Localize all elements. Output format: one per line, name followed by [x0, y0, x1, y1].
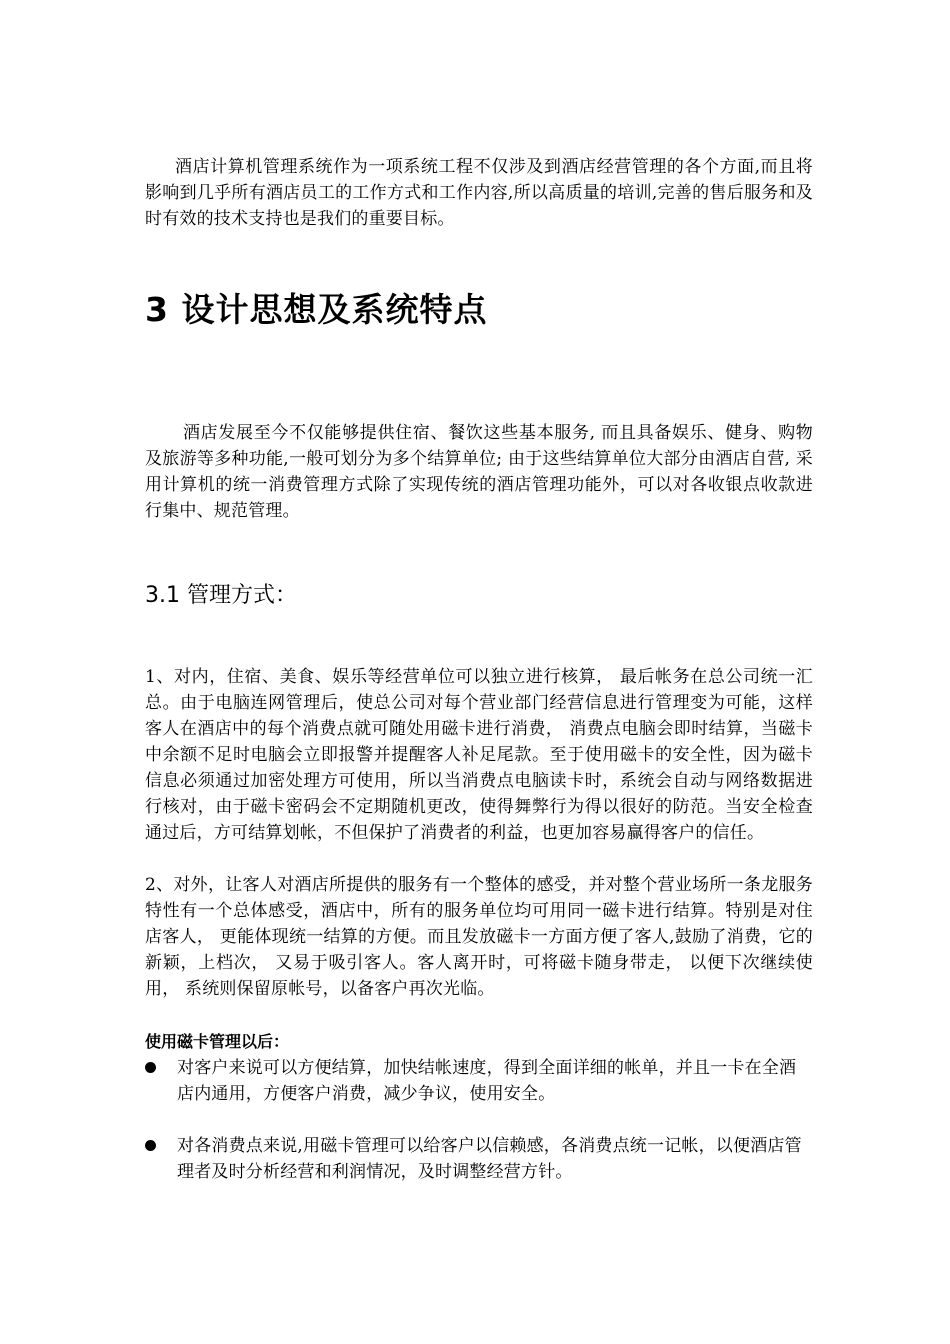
section-heading: 3 设计思想及系统特点 [145, 290, 488, 329]
management-point-2: 2、对外，让客人对酒店所提供的服务有一个整体的感受，并对整个营业场所一条龙服务特性有一个总体感受，酒店中，所有的服务单位均可用同一磁卡进行结算。特别是对住店客人， 更能体现统一结算的方便。而且发放磁卡一方面方便了客人,鼓励了消费，它的新颖，上档次， 又易于吸引客人。客人离开时，可将磁卡随身带走， 以便下次继续使用， 系统则保留原帐号，以备客户再次光临。 [145, 875, 813, 999]
management-point-1: 1、对内，住宿、美食、娱乐等经营单位可以独立进行核算， 最后帐务在总公司统一汇总。由于电脑连网管理后，使总公司对每个营业部门经营信息进行管理变为可能，这样客人在酒店中的每个消费点就可随处用磁卡进行消费， 消费点电脑会即时结算，当磁卡中余额不足时电脑会立即报警并提醒客人补足尾款。至于使用磁卡的安全性，因为磁卡信息必须通过加密处理方可使用，所以当消费点电脑读卡时，系统会自动与网络数据进行核对，由于磁卡密码会不定期随机更改，使得舞弊行为得以很好的防范。当安全检查通过后，方可结算划帐，不但保护了消费者的利益，也更加容易赢得客户的信任。 [145, 667, 813, 843]
bullet-dot-icon [145, 1062, 156, 1073]
bullet-text: 对各消费点来说,用磁卡管理可以给客户以信赖感，各消费点统一记帐，以便酒店管理者及时分析经营和利润情况，及时调整经营方针。 [177, 1136, 802, 1182]
bullet-text: 对客户来说可以方便结算，加快结帐速度，得到全面详细的帐单，并且一卡在全酒店内通用，方便客户消费，减少争议，使用安全。 [177, 1058, 797, 1104]
bullet-dot-icon [145, 1140, 156, 1151]
intro-paragraph: 酒店计算机管理系统作为一项系统工程不仅涉及到酒店经营管理的各个方面,而且将影响到几乎所有酒店员工的工作方式和工作内容,所以高质量的培训,完善的售后服务和及时有效的技术支持也是我们的重要目标。 [145, 157, 813, 229]
after-card-label: 使用磁卡管理以后： [145, 1032, 290, 1051]
subsection-heading: 3.1 管理方式： [145, 583, 297, 608]
section-paragraph: 酒店发展至今不仅能够提供住宿、餐饮这些基本服务, 而且具备娱乐、健身、购物及旅游等多种功能,一般可划分为多个结算单位; 由于这些结算单位大部分由酒店自营, 采用计算机的统一消费管理方式除了实现传统的酒店管理功能外，可以对各收银点收款进行集中、规范管理。 [145, 423, 813, 521]
